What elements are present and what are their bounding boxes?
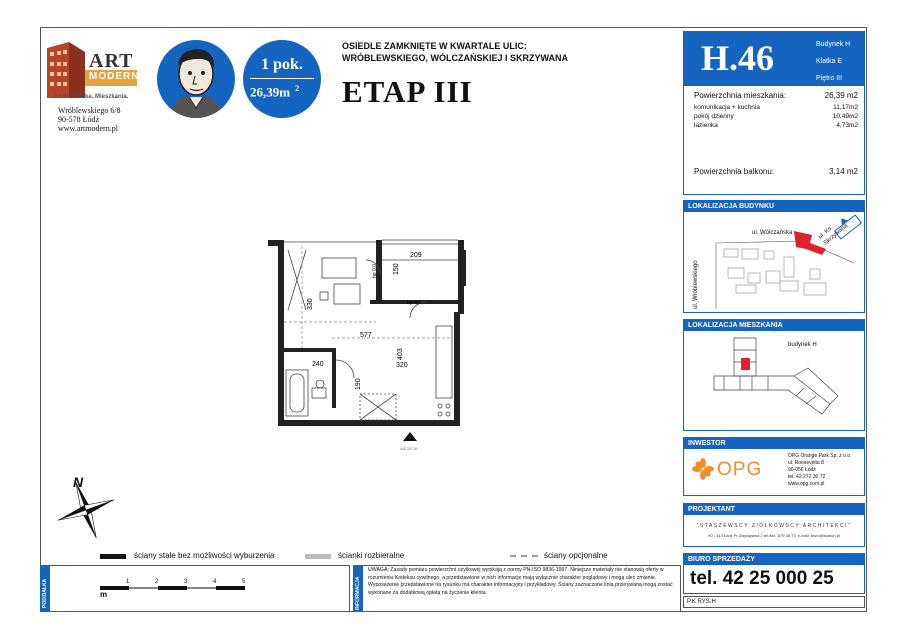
dim-hall-depth: 403 (397, 348, 404, 360)
developer-website: www.artmodern.pl (58, 124, 118, 133)
opg-flower-icon (692, 458, 714, 480)
investor-line: tel. 42 272 30 72 (788, 474, 826, 480)
sales-title: BIURO SPRZEDAŻY (684, 554, 864, 565)
balcony-area-row: Powierzchnia balkonu: 3,14 m2 (694, 167, 858, 176)
scale-tick-2: 2 (155, 579, 159, 585)
legend-swatch-permanent (100, 554, 126, 559)
apartment-floor-key-plan (684, 332, 864, 431)
legend-optional: ściany opcjonalne (544, 551, 608, 560)
unit-location: Budynek H Klatka E Piętro III (816, 41, 851, 82)
investor-title: INWESTOR (684, 438, 864, 449)
legend-permanent: ściany stałe bez możliwości wyburzenia (134, 551, 275, 560)
balcony-threshold: hp 0,0 (372, 264, 378, 278)
investor-panel (683, 437, 865, 496)
entrance-label: WEJŚCIE (400, 446, 418, 451)
investor-line: OPG Orange Park Sp. z o.o. (788, 453, 852, 459)
dim-room-depth: 330 (307, 298, 314, 310)
investor-contact (788, 453, 851, 488)
dim-bath-depth: 190 (355, 378, 362, 390)
rooms-list (694, 103, 858, 130)
logo-art: ART (89, 50, 134, 72)
apartment-location-title: LOKALIZACJA MIESZKANIA (684, 320, 864, 331)
room-name: pokój dzienny (694, 113, 734, 120)
room-area: 4,73m2 (836, 122, 858, 129)
street-wolczanska: ul. Wólczańska (752, 230, 793, 236)
apartment-location-panel (683, 319, 865, 431)
apartment-building-label: budynek H (788, 342, 817, 348)
designer-title: PROJEKTANT (684, 504, 864, 515)
street-skrzywana: ul. Ks. Skrzywana (817, 223, 850, 247)
room-area-row (694, 103, 858, 112)
room-area-row (694, 121, 858, 130)
developer-address: Wróblewskiego 6/8 90-578 Łódź www.artmodern.pl (58, 106, 121, 133)
scale-tick-3: 3 (184, 579, 188, 585)
dim-balcony-width: 209 (410, 252, 422, 259)
badge-rooms: 1 pok. (261, 56, 303, 73)
investor-line: 90-056 Łódź (788, 467, 816, 473)
scale-tick-5: 5 (242, 579, 246, 585)
compass-north: N (73, 474, 84, 490)
scale-unit: m (100, 590, 108, 599)
estate-header: OSIEDLE ZAMKNIĘTE W KWARTALE ULIC: WRÓBLEWSKIEGO, WÓLCZAŃSKIEJ I SKRZYWANA (342, 41, 568, 63)
unit-code-box (683, 31, 865, 85)
portrait-icon (157, 40, 235, 118)
room-area: 10,49m2 (832, 113, 858, 120)
entry-threshold: hp 0,0 (407, 300, 421, 306)
dim-width: 577 (360, 332, 372, 339)
investor-line: ul. Roosevelta 8 (788, 460, 824, 466)
street-wroblewskiego: ul. Wróblewskiego (693, 260, 699, 309)
designer-panel (683, 503, 865, 547)
sales-phone: tel. 42 25 000 25 (690, 568, 834, 589)
scale-label: PODZIAŁKA (42, 578, 48, 608)
stage-title: ETAP III (342, 74, 473, 109)
artmodern-logo (45, 40, 140, 100)
room-area-row (694, 112, 858, 121)
portrait-illustration (157, 40, 235, 118)
legend-swatch-removable (305, 554, 331, 559)
unit-code: H.46 (701, 38, 775, 78)
drawing-reference: P.K RYS.H (683, 596, 865, 608)
dim-balcony-depth: 150 (393, 263, 400, 275)
info-label: INFORMACJA (355, 576, 361, 610)
opg-logo-text: OPG (717, 459, 763, 480)
total-area-row: Powierzchnia mieszkania: 26,39 m2 (694, 91, 858, 100)
building-location-title: LOKALIZACJA BUDYNKU (684, 201, 864, 212)
scale-bar (100, 576, 260, 598)
legend-removable: ścianki rozbieralne (338, 551, 405, 560)
logo-tagline: Łódź. Sztuka. Mieszkania. (55, 94, 129, 100)
building-location-panel (683, 200, 865, 313)
floor-plan (250, 230, 480, 455)
dim-hall-width: 320 (396, 362, 408, 369)
investor-line: www.opg.com.pl (788, 481, 825, 487)
badge-area: 26,39m $^2$ (250, 84, 300, 100)
compass-rose-icon (48, 472, 122, 546)
designer-address: 90 - 313 Łódź Pr.Zwycięstwa 2 tel./fax. 679 38 73, e-mail: biuro@szarch.pl (708, 533, 840, 538)
scale-tick-4: 4 (213, 579, 217, 585)
area-table (683, 85, 865, 195)
dim-bath-width: 240 (312, 361, 324, 368)
room-area: 11,17m2 (833, 104, 858, 111)
legend-swatch-optional (510, 555, 538, 557)
designer-name: "STASZEWSCY ZIÓŁKOWSCY ARCHITEKCI" (696, 523, 852, 529)
logo-modern: MODERN (89, 71, 140, 82)
rooms-area-badge (243, 40, 321, 118)
sales-panel (683, 553, 865, 594)
scale-tick-1: 1 (126, 579, 130, 585)
entrance-arrow-icon (403, 432, 417, 441)
room-name: łazienka (694, 122, 718, 129)
room-name: komunikacja + kuchnia (694, 104, 760, 111)
info-note: UWAGA: Zasady pomiaru powierzchni użytkowej wynikają z normy PN-ISO 9836-1997. Niniejsze materiały nie stanowią oferty w rozumieniu Kodeksu cywilnego, a przedstawione w nich informacje mają wyłącznie charakter poglądowy i mogą ulec zmianie. Wyposażenie przedstawione na rysunku ma charakter informacyjny i przykładowy. Ściany zaznaczone linią przerywaną mogą zostać wykonane za dodatkową opłatą na życzenie klienta. (368, 567, 673, 596)
